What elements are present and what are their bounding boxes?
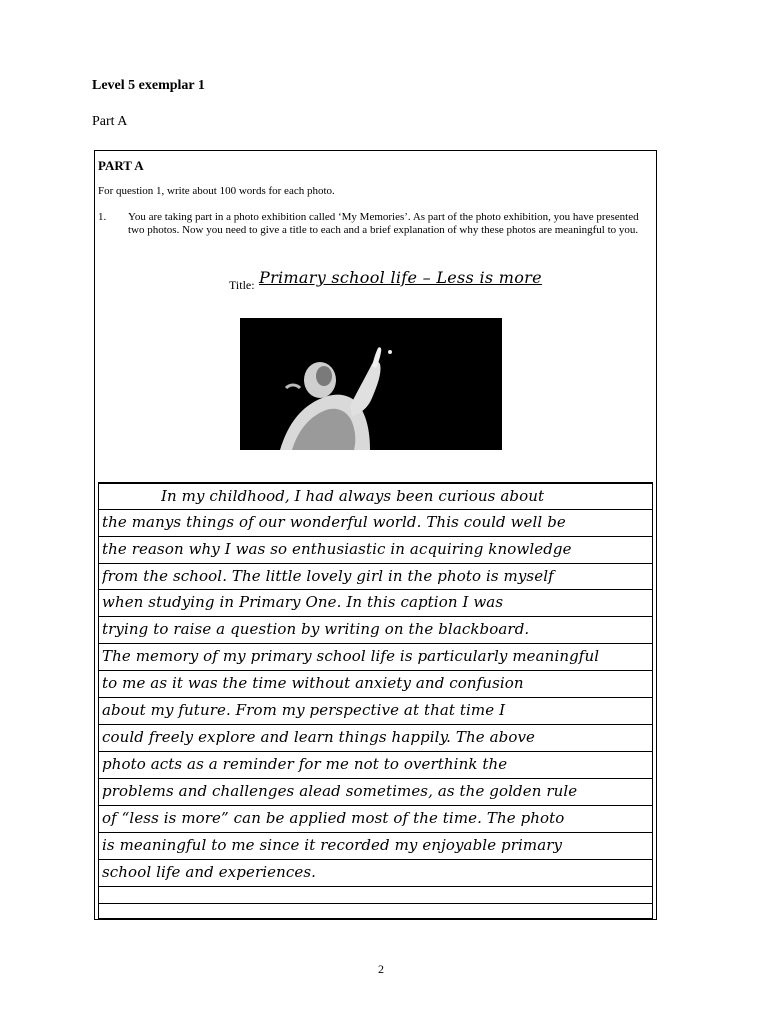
document-heading: Level 5 exemplar 1 (92, 78, 205, 93)
instruction-text: For question 1, write about 100 words for each photo. (98, 185, 335, 197)
exam-question-frame (94, 150, 657, 920)
handwritten-line: photo acts as a reminder for me not to overthink the (102, 755, 508, 773)
handwritten-line: trying to raise a question by writing on the blackboard. (102, 620, 530, 638)
student-photo (240, 318, 502, 450)
page-number: 2 (378, 962, 384, 976)
handwritten-line: the manys things of our wonderful world. This could well be (102, 513, 566, 531)
handwritten-line: of “less is more” can be applied most of the time. The photo (102, 809, 565, 827)
title-label: Title: (229, 278, 255, 292)
handwritten-line: The memory of my primary school life is particularly meaningful (102, 647, 600, 665)
handwritten-line (102, 887, 650, 913)
part-label: PART A (98, 158, 144, 173)
handwritten-line: problems and challenges alead sometimes, as the golden rule (102, 782, 578, 800)
handwritten-line: the reason why I was so enthusiastic in acquiring knowledge (102, 540, 572, 558)
handwritten-line: from the school. The little lovely girl in the photo is myself (102, 567, 554, 585)
handwritten-line: could freely explore and learn things happily. The above (102, 728, 536, 746)
title-handwritten: Primary school life – Less is more (259, 268, 542, 287)
ruled-line (99, 483, 652, 484)
photo-illustration (240, 318, 502, 450)
handwritten-line: when studying in Primary One. In this caption I was (102, 593, 504, 611)
answer-lines-box (98, 482, 653, 919)
handwritten-line: school life and experiences. (102, 863, 317, 881)
question-text: You are taking part in a photo exhibition called ‘My Memories’. As part of the photo exhibition, you have presented two photos. Now you need to give a title to each and a brief explanation of why these photos are meaningful to you. (128, 211, 639, 236)
handwritten-line: to me as it was the time without anxiety and confusion (102, 674, 524, 692)
handwritten-line: In my childhood, I had always been curious about (161, 487, 545, 505)
question-number: 1. (98, 211, 107, 223)
document-subheading: Part A (92, 114, 128, 129)
handwritten-line: about my future. From my perspective at that time I (102, 701, 506, 719)
handwritten-line: is meaningful to me since it recorded my enjoyable primary (102, 836, 563, 854)
